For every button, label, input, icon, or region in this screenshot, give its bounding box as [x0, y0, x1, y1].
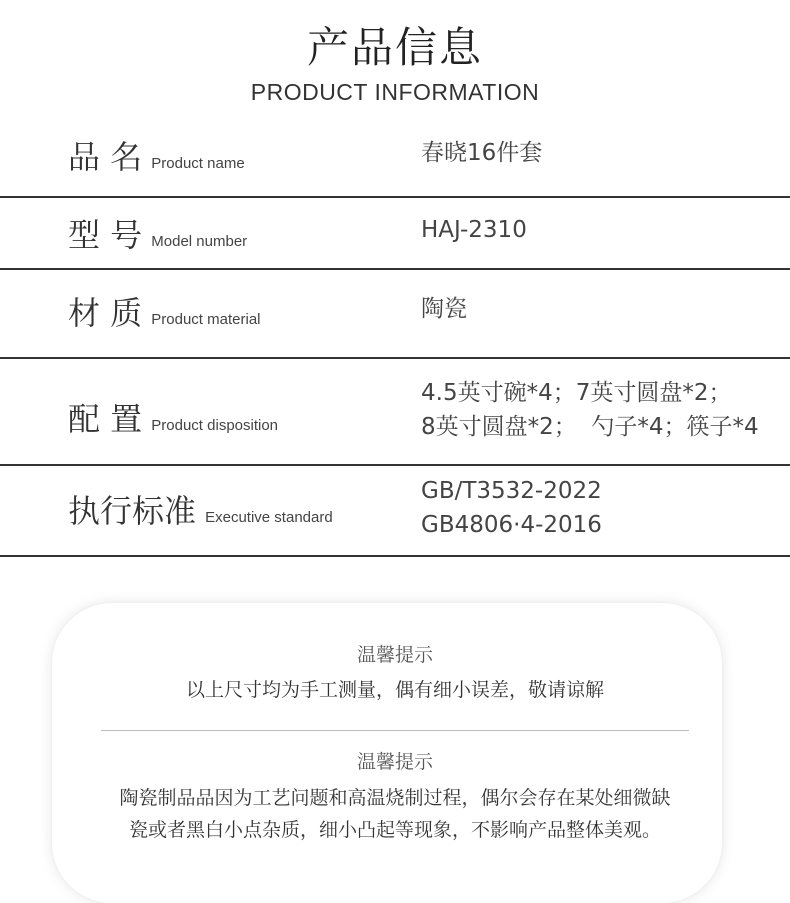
row-value-line: HAJ-2310	[421, 217, 527, 243]
row-label	[68, 288, 261, 334]
row-value	[421, 213, 527, 247]
tip-text	[0, 782, 790, 846]
info-row-executive-standard	[0, 474, 790, 554]
row-value-line: GB/T3532-2022	[421, 478, 602, 504]
row-label-cn: 型 号	[68, 216, 143, 254]
tip-line: 以上尺寸均为手工测量，偶有细小误差，敬请谅解	[185, 679, 604, 701]
tip-line: 陶瓷制品品因为工艺问题和高温烧制过程，偶尔会存在某处细微缺	[119, 787, 671, 809]
row-value-line: GB4806·4-2016	[421, 512, 602, 538]
row-label-cn: 材 质	[68, 294, 143, 332]
row-label-en: Product material	[151, 311, 261, 328]
row-value	[421, 136, 542, 170]
tip-title: 温馨提示	[356, 644, 433, 666]
page-title: 产品信息	[306, 23, 483, 72]
info-row-model-number	[0, 208, 790, 258]
row-value-line: 4.5英寸碗*4；7英寸圆盘*2；	[421, 380, 732, 406]
row-label	[68, 210, 247, 256]
row-divider	[0, 464, 790, 466]
tips-divider	[101, 730, 689, 731]
info-row-product-material	[0, 286, 790, 336]
row-divider	[0, 268, 790, 270]
row-value	[421, 376, 759, 444]
row-label-en: Product name	[151, 155, 245, 172]
row-label-en: Product disposition	[151, 417, 279, 434]
row-label-en: Executive standard	[205, 509, 333, 526]
tip-line: 瓷或者黑白小点杂质，细小凸起等现象，不影响产品整体美观。	[128, 819, 661, 841]
row-value	[421, 292, 467, 326]
row-value-line: 8英寸圆盘*2； 勺子*4；筷子*4	[421, 414, 759, 440]
info-row-product-disposition	[0, 374, 790, 454]
row-divider	[0, 357, 790, 359]
row-label-cn: 配 置	[68, 400, 143, 438]
row-label-cn: 执行标准	[68, 492, 197, 530]
row-label-en: Model number	[151, 233, 248, 250]
row-value	[421, 474, 602, 542]
page-subtitle: PRODUCT INFORMATION	[250, 79, 540, 105]
row-label	[68, 486, 333, 532]
tip-text	[0, 674, 790, 706]
row-divider	[0, 196, 790, 198]
row-label-cn: 品 名	[68, 138, 143, 176]
row-label	[68, 132, 245, 178]
info-row-product-name	[0, 130, 790, 180]
tip-title: 温馨提示	[356, 751, 433, 773]
row-value-line: 陶瓷	[421, 296, 467, 322]
row-divider	[0, 555, 790, 557]
row-label	[68, 394, 278, 440]
row-value-line: 春晓16件套	[421, 140, 543, 166]
